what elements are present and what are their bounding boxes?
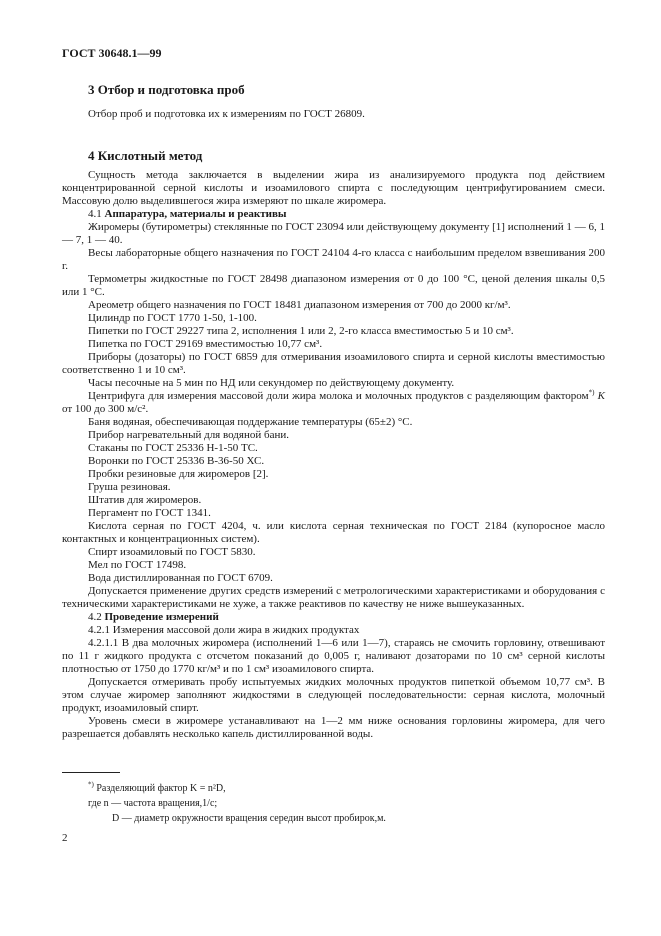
footnote-line-2: где n — частота вращения,1/с;: [88, 798, 218, 809]
equipment-item: Пипетки по ГОСТ 29227 типа 2, исполнения 1 или 2, 2-го класса вместимостью 5 и 10 см³.: [88, 325, 514, 337]
equipment-item: Груша резиновая.: [88, 481, 171, 493]
equipment-item: Кислота серная по ГОСТ 4204, ч. или кислота серная техническая по ГОСТ 2184 (купоросное масло контактных и концентрационных систем).: [62, 520, 605, 545]
equipment-substitution-note: Допускается применение других средств измерений с метрологическими характеристиками и оборудования с техническими характеристиками не хуже, а также реактивов по качеству не ниже вышеуказанных.: [62, 585, 605, 610]
footnote-text-1: Разделяющий фактор K = n²D,: [96, 783, 226, 794]
equipment-item: Мел по ГОСТ 17498.: [88, 559, 187, 571]
equipment-item: Баня водяная, обеспечивающая поддержание температуры (65±2) °С.: [88, 416, 413, 428]
subsection-4-1-number: 4.1: [88, 208, 102, 220]
equipment-item: Приборы (дозаторы) по ГОСТ 6859 для отмеривания изоамилового спирта и серной кислоты вместимостью соответственно 1 и 10 см³.: [62, 351, 605, 376]
section-3-text: Отбор проб и подготовка их к измерениям по ГОСТ 26809.: [88, 108, 365, 120]
section-4-intro: Сущность метода заключается в выделении жира из анализируемого продукта под действием концентрированной серной кислоты и изоамилового спирта с последующим центрифугированием смеси. Массовую долю выделившегося жира измеряют по шкале жиромера.: [62, 169, 605, 207]
subsection-4-2-number: 4.2: [88, 611, 102, 623]
footnote-line-3: D — диаметр окружности вращения середин высот пробирок,м.: [112, 813, 386, 824]
clause-4-2-1: 4.2.1 Измерения массовой доли жира в жидких продуктах: [88, 624, 360, 636]
section-4-body: [62, 169, 605, 741]
equipment-item: Цилиндр по ГОСТ 1770 1-50, 1-100.: [88, 312, 257, 324]
document-header: ГОСТ 30648.1—99: [62, 46, 162, 60]
equipment-item: Штатив для жиромеров.: [88, 494, 202, 506]
equipment-item: Ареометр общего назначения по ГОСТ 18481 диапазоном измерения от 700 до 2000 кг/м³.: [88, 299, 511, 311]
section-3-title: 3 Отбор и подготовка проб: [88, 82, 245, 97]
equipment-item: Воронки по ГОСТ 25336 В-36-50 ХС.: [88, 455, 265, 467]
equipment-item: Вода дистиллированная по ГОСТ 6709.: [88, 572, 273, 584]
footnote-line-1: [88, 782, 226, 795]
equipment-item: Жиромеры (бутирометры) стеклянные по ГОСТ 23094 или действующему документу [1] исполнений 1 — 6, 1 — 7, 1 — 40.: [62, 221, 605, 246]
subsection-4-2-title: Проведение измерений: [104, 611, 219, 623]
level-note: Уровень смеси в жиромере устанавливают на 1—2 мм ниже основания горловины жиромера, для чего разрешается добавлять несколько капель дистиллированной воды.: [62, 715, 605, 740]
section-3-body: [62, 108, 605, 121]
equipment-item: Термометры жидкостные по ГОСТ 28498 диапазоном измерения от 0 до 100 °С, ценой деления шкалы 0,5 или 1 °С.: [62, 273, 605, 298]
subsection-4-1-heading: [62, 208, 605, 221]
equipment-item: Спирт изоамиловый по ГОСТ 5830.: [88, 546, 256, 558]
centrifuge-item: [62, 390, 605, 416]
factor-symbol: K: [597, 390, 605, 402]
equipment-item: Стаканы по ГОСТ 25336 Н-1-50 ТС.: [88, 442, 258, 454]
centrifuge-text: Центрифуга для измерения массовой доли жира молока и молочных продуктов с разделяющим фактором: [88, 390, 589, 402]
equipment-item: Пергамент по ГОСТ 1341.: [88, 507, 211, 519]
footnote-divider: [62, 772, 120, 773]
equipment-item: Пробки резиновые для жиромеров [2].: [88, 468, 269, 480]
clause-4-2-1-1: 4.2.1.1 В два молочных жиромера (исполнений 1—6 или 1—7), стараясь не смочить горловину, отвешивают по 11 г жидкого продукта с отсчетом показаний до 0,005 г, наливают дозаторами по 10 см³ серной кислоты плотностью от 1750 до 1770 кг/м³ и по 1 см³ изоамилового спирта.: [62, 637, 605, 675]
subsection-4-1-title: Аппаратура, материалы и реактивы: [104, 208, 287, 220]
pipette-note: Допускается отмеривать пробу испытуемых жидких молочных продуктов пипеткой объемом 10,77 см³. В этом случае жиромер заполняют жидкостями в следующей последовательности: серная кислота, молочный продукт, изоамиловый спирт.: [62, 676, 605, 714]
section-4-title: 4 Кислотный метод: [88, 148, 203, 163]
footnote-mark: *): [88, 780, 94, 789]
equipment-item: Пипетка по ГОСТ 29169 вместимостью 10,77 см³.: [88, 338, 323, 350]
equipment-item: Весы лабораторные общего назначения по ГОСТ 24104 4-го класса с наибольшим пределом взвешивания 200 г.: [62, 247, 605, 272]
footnote-ref: *): [588, 388, 595, 397]
subsection-4-2-heading: [62, 611, 605, 624]
centrifuge-range: от 100 до 300 м/с².: [62, 403, 149, 415]
equipment-item: Прибор нагревательный для водяной бани.: [88, 429, 289, 441]
equipment-item: Часы песочные на 5 мин по НД или секундомер по действующему документу.: [88, 377, 455, 389]
page-number: 2: [62, 832, 68, 844]
